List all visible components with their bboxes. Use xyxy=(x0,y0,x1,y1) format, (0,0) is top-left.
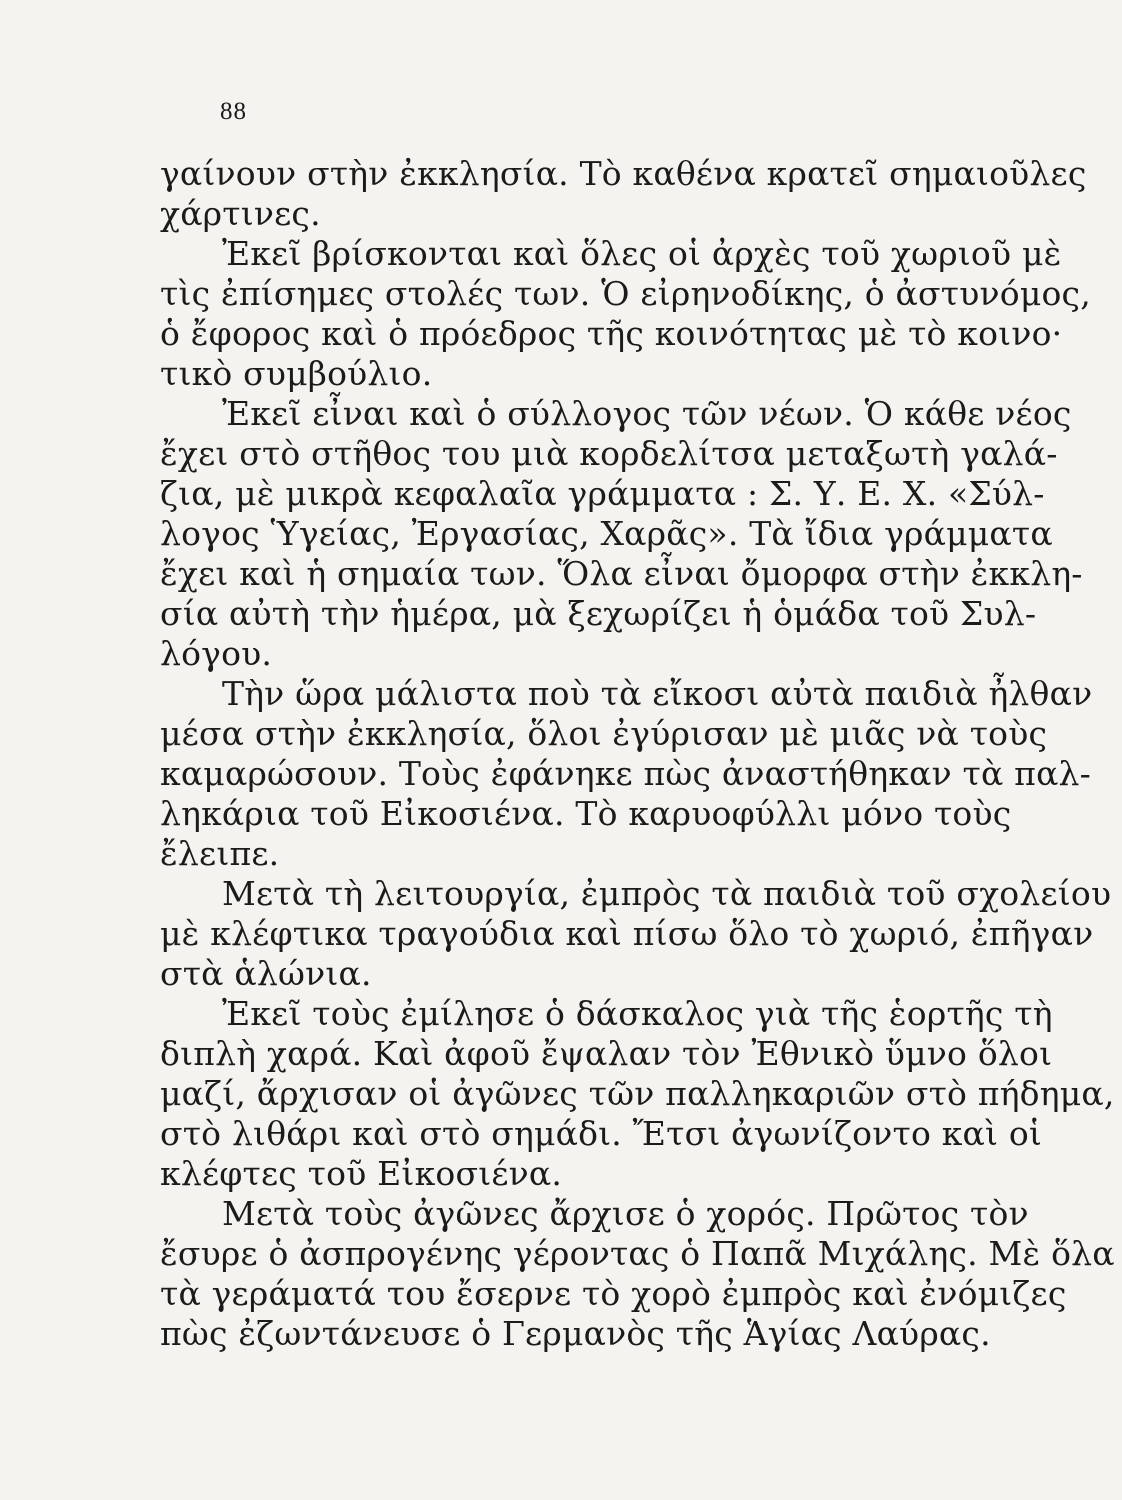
body-text xyxy=(160,154,1115,1354)
text-line: Ἐκεῖ εἶναι καὶ ὁ σύλλογος τῶν νέων. Ὁ κάθε νέος xyxy=(222,394,1072,433)
text-line: λόγου. xyxy=(160,634,273,673)
text-line: τὰ γεράματά του ἔσερνε τὸ χορὸ ἐμπρὸς καὶ ἐνόμιζες xyxy=(160,1274,1067,1313)
text-line: ληκάρια τοῦ Εἰκοσιένα. Τὸ καρυοφύλλι μόνο τοὺς xyxy=(160,794,1012,833)
text-line: μέσα στὴν ἐκκλησία, ὅλοι ἐγύρισαν μὲ μιᾶς νὰ τοὺς xyxy=(160,714,1048,753)
text-line: τικὸ συμβούλιο. xyxy=(160,354,433,393)
text-line: τὶς ἐπίσημες στολές των. Ὁ εἰρηνοδίκης, ὁ ἀστυνόμος, xyxy=(160,274,1091,313)
text-line: καμαρώσουν. Τοὺς ἐφάνηκε πὼς ἀναστήθηκαν τὰ παλ- xyxy=(160,754,1092,793)
text-line: ἔσυρε ὁ ἀσπρογένης γέροντας ὁ Παπᾶ Μιχάλης. Μὲ ὅλα xyxy=(160,1234,1115,1273)
text-line: Τὴν ὥρα μάλιστα ποὺ τὰ εἴκοσι αὐτὰ παιδιὰ ἦλθαν xyxy=(222,674,1093,713)
text-line: στὸ λιθάρι καὶ στὸ σημάδι. Ἔτσι ἀγωνίζοντο καὶ οἱ xyxy=(160,1114,1043,1153)
page-number: 88 xyxy=(220,98,247,125)
text-line: γαίνουν στὴν ἐκκλησία. Τὸ καθένα κρατεῖ σημαιοῦλες xyxy=(160,154,1087,193)
text-line: διπλὴ χαρά. Καὶ ἀφοῦ ἔψαλαν τὸν Ἐθνικὸ ὕμνο ὅλοι xyxy=(160,1034,1053,1073)
text-line: ἔχει καὶ ἡ σημαία των. Ὅλα εἶναι ὄμορφα στὴν ἐκκλη- xyxy=(160,554,1083,593)
text-line: λογος Ὑγείας, Ἐργασίας, Χαρᾶς». Τὰ ἴδια γράμματα xyxy=(160,514,1053,553)
text-line: μὲ κλέφτικα τραγούδια καὶ πίσω ὅλο τὸ χωριό, ἐπῆγαν xyxy=(160,914,1094,953)
text-line: ζια, μὲ μικρὰ κεφαλαῖα γράμματα : Σ. Υ. Ε. Χ. «Σύλ- xyxy=(160,474,1045,513)
text-line: σία αὐτὴ τὴν ἡμέρα, μὰ ξεχωρίζει ἡ ὁμάδα τοῦ Συλ- xyxy=(160,594,1037,633)
text-line: Μετὰ τοὺς ἀγῶνες ἄρχισε ὁ χορός. Πρῶτος τὸν xyxy=(222,1194,1029,1233)
text-line: στὰ ἁλώνια. xyxy=(160,954,372,993)
text-line: πὼς ἐζωντάνευσε ὁ Γερμανὸς τῆς Ἁγίας Λαύρας. xyxy=(160,1314,991,1353)
text-line: Ἐκεῖ τοὺς ἐμίλησε ὁ δάσκαλος γιὰ τῆς ἑορτῆς τὴ xyxy=(222,994,1053,1033)
text-line: Ἐκεῖ βρίσκονται καὶ ὅλες οἱ ἀρχὲς τοῦ χωριοῦ μὲ xyxy=(222,234,1062,273)
text-line: χάρτινες. xyxy=(160,194,321,233)
text-line: ἔλειπε. xyxy=(160,834,280,873)
text-line: κλέφτες τοῦ Εἰκοσιένα. xyxy=(160,1154,563,1193)
text-line: μαζί, ἄρχισαν οἱ ἀγῶνες τῶν παλληκαριῶν στὸ πήδημα, xyxy=(160,1074,1115,1113)
text-line: ὁ ἔφορος καὶ ὁ πρόεδρος τῆς κοινότητας μὲ τὸ κοινο· xyxy=(160,314,1063,353)
text-line: Μετὰ τὴ λειτουργία, ἐμπρὸς τὰ παιδιὰ τοῦ σχολείου xyxy=(222,874,1112,913)
text-line: ἔχει στὸ στῆθος του μιὰ κορδελίτσα μεταξωτὴ γαλά- xyxy=(160,434,1058,473)
